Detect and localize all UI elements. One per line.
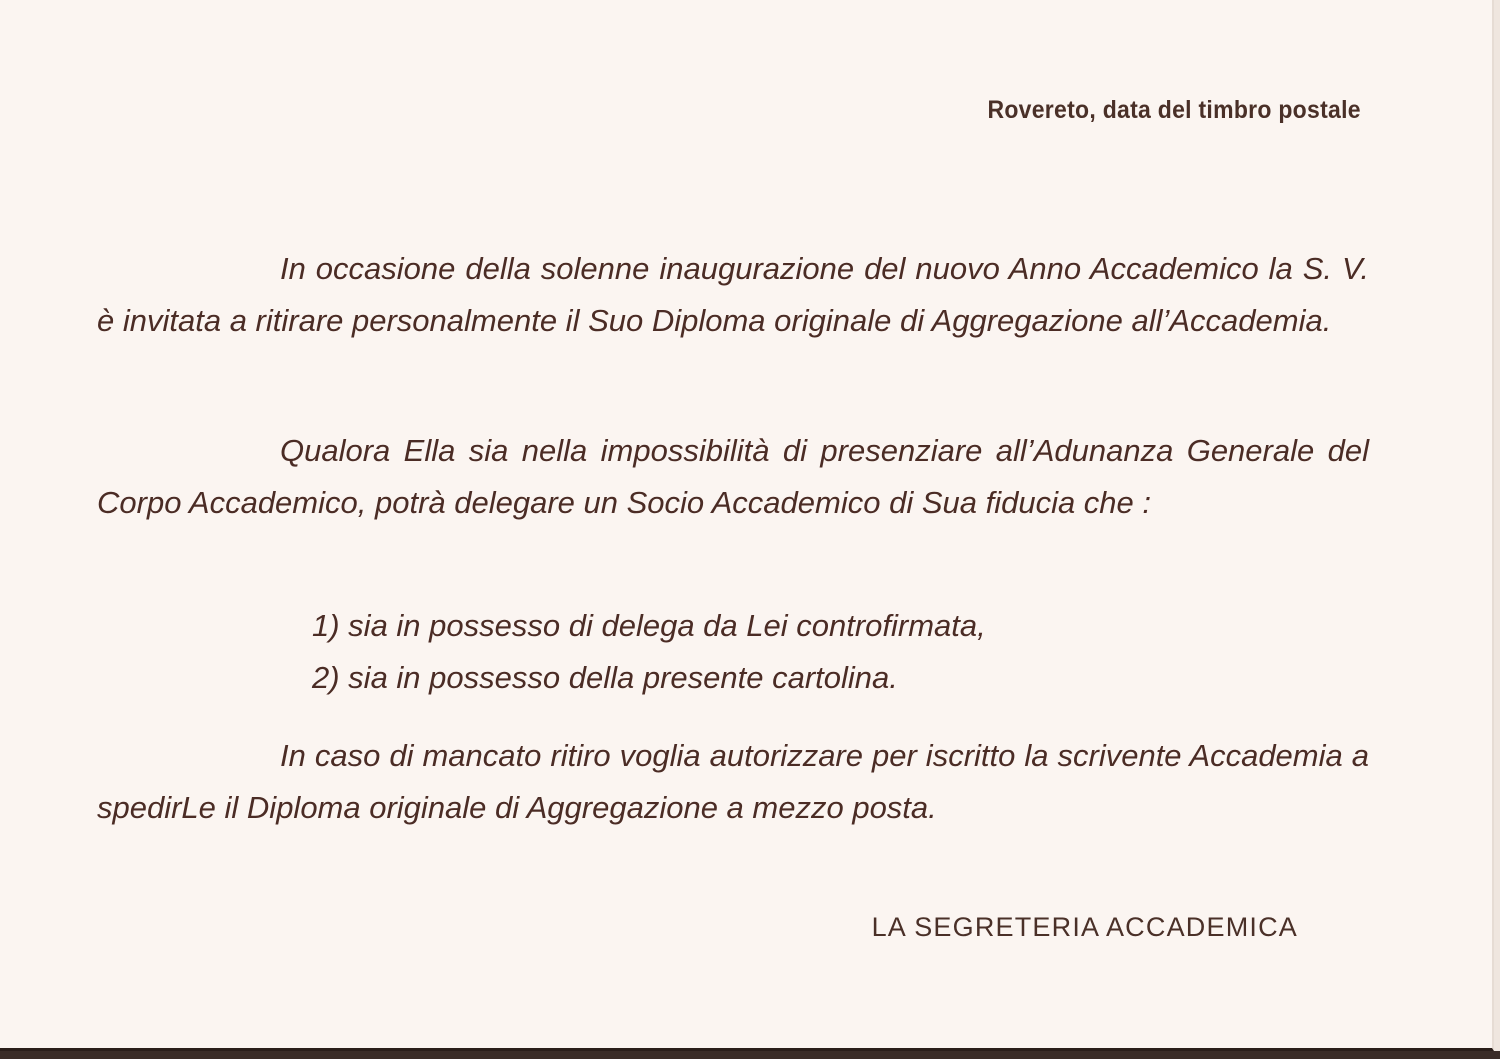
paragraph-delegation-text: Qualora Ella sia nella impossibilità di presenziare all’Adunanza Generale del Corpo Accademico, potrà delegare un Socio Accademico di Sua fiducia che : — [97, 433, 1369, 520]
condition-item: 1) sia in possesso di delega da Lei controfirmata, — [312, 608, 986, 643]
paragraph-mailing — [97, 730, 1369, 834]
paragraph-delegation — [97, 425, 1369, 529]
card-edge-bottom — [0, 1051, 1500, 1059]
signature: LA SEGRETERIA ACCADEMICA — [871, 912, 1298, 942]
paragraph-mailing-text: In caso di mancato ritiro voglia autorizzare per iscritto la scrivente Accademia a spedirLe il Diploma originale di Aggregazione a mezzo posta. — [97, 738, 1369, 825]
paragraph-invitation-text: In occasione della solenne inaugurazione del nuovo Anno Accademico la S. V. è invitata a ritirare personalmente il Suo Diploma originale di Aggregazione all’Accademia. — [97, 251, 1369, 338]
dateline: Rovereto, data del timbro postale — [987, 96, 1361, 124]
paragraph-invitation — [97, 243, 1369, 347]
condition-item: 2) sia in possesso della presente cartolina. — [312, 660, 898, 695]
conditions-list — [312, 600, 986, 704]
card-edge-right — [1494, 0, 1500, 1059]
